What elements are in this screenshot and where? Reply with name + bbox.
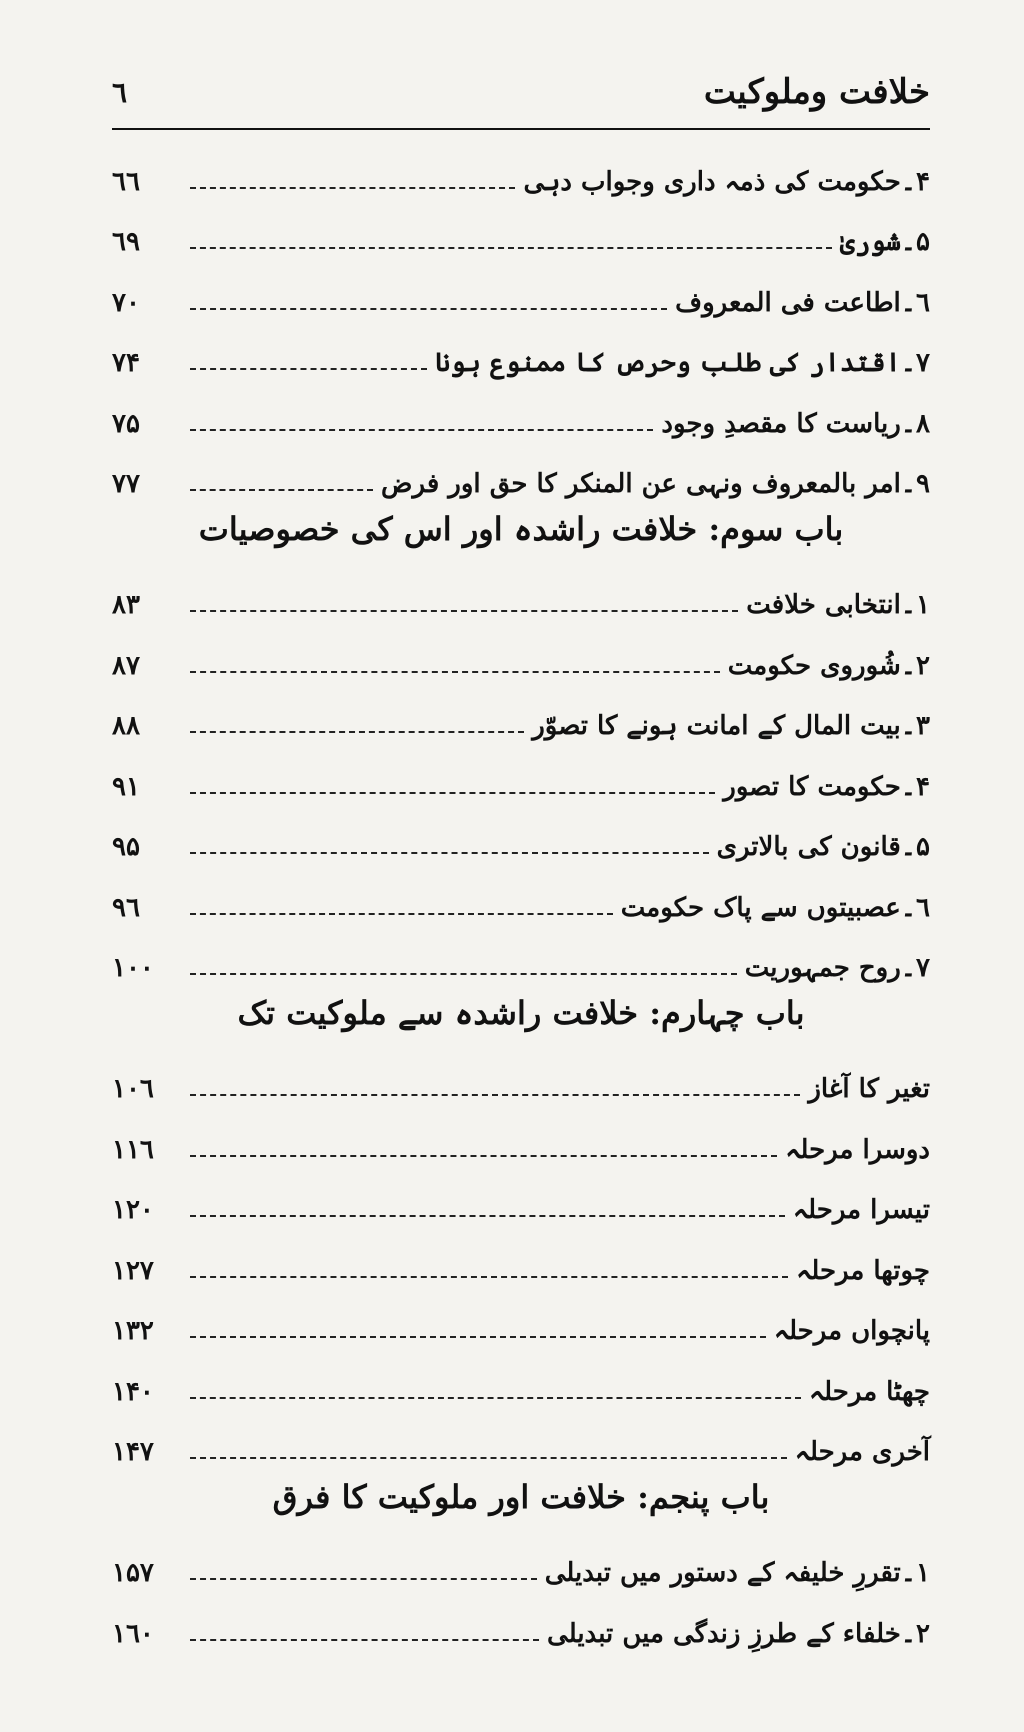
dot-leader xyxy=(190,429,653,431)
toc-entry xyxy=(112,257,930,318)
toc-entry-title: ۳۔بیت المال کے امانت ہونے کا تصوّر xyxy=(532,711,930,741)
toc-entry xyxy=(112,1165,930,1226)
dot-leader xyxy=(190,671,720,673)
toc-entry xyxy=(112,439,930,500)
toc-entry-page: ۱۵۷ xyxy=(112,1558,154,1588)
toc-entry-page: ٦٦ xyxy=(112,166,140,197)
dot-leader xyxy=(190,731,524,733)
toc-entry-page: ۹۱ xyxy=(112,771,140,802)
dot-leader xyxy=(190,308,667,310)
toc-entry-page: ۱۴٠ xyxy=(112,1376,154,1407)
chapter-heading: باب سوم: خلافت راشدہ اور اس کی خصوصیات xyxy=(198,510,844,548)
toc-entry xyxy=(112,136,930,197)
toc-entry-page: ۷۵ xyxy=(112,408,140,439)
toc-entry-title: ۴۔حکومت کی ذمہ داری وجواب دہی xyxy=(523,166,930,197)
toc-entry-title: چھٹا مرحلہ xyxy=(808,1376,930,1407)
toc-entry xyxy=(112,1286,930,1347)
toc-entry-page: ۷۷ xyxy=(112,469,140,499)
dot-leader xyxy=(190,368,427,370)
toc-entry-page: ۷٠ xyxy=(112,287,140,318)
toc-entry-page: ۱۴۷ xyxy=(112,1437,154,1467)
toc-entry-title: ۵۔شوریٰ xyxy=(839,227,930,257)
dot-leader xyxy=(190,1578,537,1580)
toc-entry-title: چوتھا مرحلہ xyxy=(796,1255,930,1286)
dot-leader xyxy=(190,247,832,249)
toc-entry-title: ۱۔انتخابی خلافت xyxy=(746,590,930,620)
dot-leader xyxy=(190,792,715,794)
toc-entry xyxy=(112,1225,930,1286)
dot-leader xyxy=(190,973,737,975)
toc-entry-page: ۸۳ xyxy=(112,590,140,620)
header-rule xyxy=(112,128,930,130)
chapter-heading: باب پنجم: خلافت اور ملوکیت کا فرق xyxy=(272,1478,770,1516)
toc-entry-page: ۱۲۷ xyxy=(112,1255,154,1286)
toc-entry-title: ٦۔عصبیتوں سے پاک حکومت xyxy=(620,892,930,923)
toc-entry-page: ۸۸ xyxy=(112,711,140,741)
toc-entry-title: ۱۔تقررِ خلیفہ کے دستور میں تبدیلی xyxy=(544,1558,930,1588)
toc-entry xyxy=(112,1044,930,1105)
dot-leader xyxy=(190,1094,800,1096)
page-header xyxy=(112,66,930,118)
toc-entry-title: تغیر کا آغاز xyxy=(808,1074,930,1104)
toc-entry xyxy=(112,1528,930,1589)
toc-entry xyxy=(112,741,930,802)
toc-entry-page: ۱۱٦ xyxy=(112,1134,154,1165)
toc-entry-page: ۱٠٠ xyxy=(112,953,154,983)
toc-entry-page: ۱۳۲ xyxy=(112,1316,154,1346)
toc-entry-page: ۹٦ xyxy=(112,892,140,923)
toc-entry xyxy=(112,1588,930,1649)
toc-entry xyxy=(112,620,930,681)
page-title: خلافت وملوکیت xyxy=(703,72,930,112)
toc-entry-title: پانچواں مرحلہ xyxy=(773,1316,930,1346)
toc-entry-title: آخری مرحلہ xyxy=(794,1437,930,1467)
toc-entry xyxy=(112,560,930,621)
toc-entry xyxy=(112,318,930,379)
toc-entry xyxy=(112,1104,930,1165)
toc-entry-title: ۷۔روح جمہوریت xyxy=(744,953,930,983)
toc-entry-page: ۹۵ xyxy=(112,832,140,862)
toc-entry-title: ۷۔اقتدار کی طلب وحرص کا ممنوع ہونا xyxy=(435,348,930,378)
toc-entry-page: ۷۴ xyxy=(112,348,140,378)
toc-entry-title: ٦۔اطاعت فی المعروف xyxy=(675,287,930,318)
dot-leader xyxy=(190,913,613,915)
toc-entry-title: ۹۔امر بالمعروف ونہی عن المنکر کا حق اور فرض xyxy=(381,469,930,499)
dot-leader xyxy=(190,489,373,491)
toc-entry xyxy=(112,378,930,439)
toc-entry xyxy=(112,923,930,984)
toc-entry xyxy=(112,862,930,923)
chapter-heading: باب چہارم: خلافت راشدہ سے ملوکیت تک xyxy=(237,994,805,1032)
dot-leader xyxy=(190,1397,801,1399)
toc-entry xyxy=(112,1407,930,1468)
dot-leader xyxy=(190,1215,785,1217)
toc-entry xyxy=(112,802,930,863)
dot-leader xyxy=(190,610,738,612)
dot-leader xyxy=(190,1276,788,1278)
toc-entry xyxy=(112,1346,930,1407)
dot-leader xyxy=(190,1457,787,1459)
toc-entry-title: ۲۔خلفاء کے طرزِ زندگی میں تبدیلی xyxy=(547,1618,930,1649)
toc-entry-title: تیسرا مرحلہ xyxy=(792,1195,930,1225)
page-number: ٦ xyxy=(112,75,128,109)
toc-entry xyxy=(112,197,930,258)
toc-entry-page: ۱٠٦ xyxy=(112,1074,154,1104)
toc-entry-title: ۴۔حکومت کا تصور xyxy=(723,771,930,802)
toc-entry-title: دوسرا مرحلہ xyxy=(785,1134,930,1165)
toc-entry-page: ۱۲٠ xyxy=(112,1195,154,1225)
toc-entry xyxy=(112,681,930,742)
toc-entry-page: ۱٦٠ xyxy=(112,1618,154,1649)
dot-leader xyxy=(190,187,515,189)
toc-entry-title: ۲۔شُوروی حکومت xyxy=(727,650,930,681)
dot-leader xyxy=(190,852,709,854)
toc-entry-title: ۵۔قانون کی بالاتری xyxy=(716,832,930,862)
toc-entry-title: ۸۔ریاست کا مقصدِ وجود xyxy=(661,408,930,439)
table-of-contents xyxy=(112,136,930,1649)
toc-entry-page: ٦٩ xyxy=(112,227,140,257)
dot-leader xyxy=(190,1336,766,1338)
dot-leader xyxy=(190,1155,777,1157)
dot-leader xyxy=(190,1639,539,1641)
toc-entry-page: ۸۷ xyxy=(112,650,140,681)
